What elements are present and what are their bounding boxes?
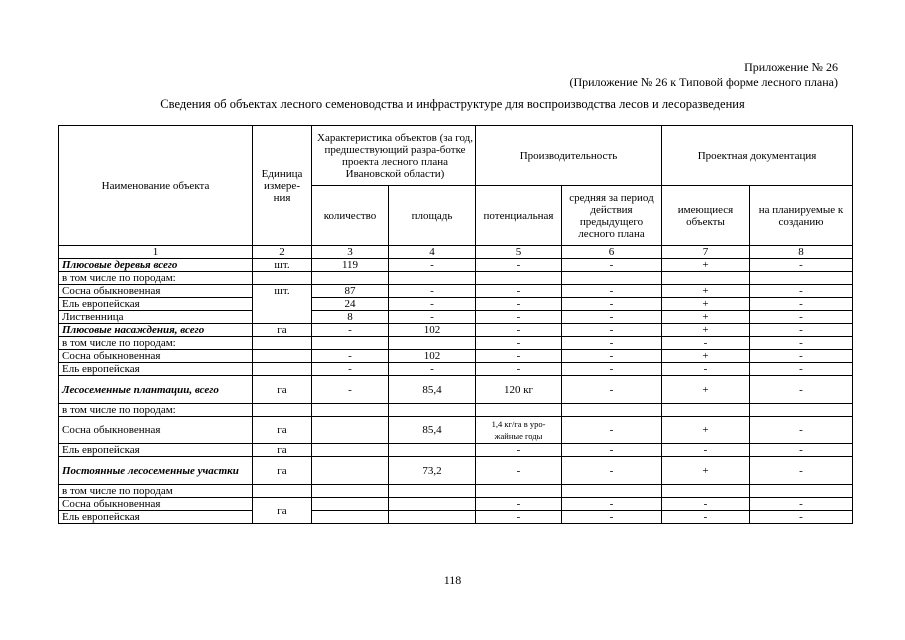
- cell-existing: +: [662, 376, 750, 404]
- table-row: [59, 404, 853, 417]
- row-name: Ель европейская: [59, 511, 253, 524]
- row-name: Ель европейская: [59, 363, 253, 376]
- column-number: 5: [476, 246, 562, 259]
- cell-potential: -: [476, 285, 562, 298]
- cell-average: -: [562, 457, 662, 485]
- header-characteristics: Характеристика объектов (за год, предшествующий разра-ботке проекта лесного плана Ивановской области): [312, 126, 476, 186]
- cell-potential: 1,4 кг/га в уро-жайные годы: [476, 417, 562, 444]
- cell-potential: -: [476, 498, 562, 511]
- table-row: [59, 311, 853, 324]
- cell-average: -: [562, 350, 662, 363]
- cell-average: -: [562, 417, 662, 444]
- cell-quantity: 119: [312, 259, 389, 272]
- table-row: [59, 444, 853, 457]
- cell-average: -: [562, 337, 662, 350]
- row-unit: га: [253, 498, 312, 524]
- table-row: [59, 272, 853, 285]
- table-row: [59, 324, 853, 337]
- cell-average: -: [562, 511, 662, 524]
- table-row: [59, 485, 853, 498]
- appendix-subtitle: (Приложение № 26 к Типовой форме лесного плана): [569, 75, 838, 89]
- cell-area: 85,4: [389, 417, 476, 444]
- header-unit: Единица измере-ния: [253, 126, 312, 246]
- row-name: Ель европейская: [59, 298, 253, 311]
- row-unit: га: [253, 324, 312, 337]
- cell-average: -: [562, 324, 662, 337]
- row-name: Сосна обыкновенная: [59, 417, 253, 444]
- cell-potential: -: [476, 259, 562, 272]
- document-title: Сведения об объектах лесного семеноводства и инфраструктуре для воспроизводства лесов и лесоразведения: [160, 97, 745, 111]
- cell-potential: -: [476, 444, 562, 457]
- cell-potential: -: [476, 311, 562, 324]
- cell-average: -: [562, 376, 662, 404]
- cell-existing: -: [662, 511, 750, 524]
- cell-quantity: -: [312, 376, 389, 404]
- header-quantity: количество: [312, 186, 389, 246]
- cell-average: -: [562, 363, 662, 376]
- cell-planned: -: [750, 444, 853, 457]
- cell-planned: -: [750, 259, 853, 272]
- table-row: [59, 511, 853, 524]
- data-table: [58, 125, 853, 524]
- cell-area: 102: [389, 350, 476, 363]
- row-name: в том числе по породам:: [59, 404, 253, 417]
- cell-average: -: [562, 311, 662, 324]
- table-row: [59, 337, 853, 350]
- cell-average: -: [562, 285, 662, 298]
- column-number: 2: [253, 246, 312, 259]
- row-unit: га: [253, 417, 312, 444]
- table-row: [59, 417, 853, 444]
- column-number: 7: [662, 246, 750, 259]
- cell-quantity: 87: [312, 285, 389, 298]
- cell-average: -: [562, 259, 662, 272]
- cell-planned: -: [750, 363, 853, 376]
- table-row: [59, 457, 853, 485]
- page-number: 118: [443, 573, 462, 587]
- cell-average: -: [562, 444, 662, 457]
- row-name: Сосна обыкновенная: [59, 498, 253, 511]
- row-name: в том числе по породам:: [59, 337, 253, 350]
- table-row: [59, 298, 853, 311]
- row-name: Лесосеменные плантации, всего: [59, 376, 253, 404]
- cell-area: -: [389, 311, 476, 324]
- cell-planned: -: [750, 457, 853, 485]
- column-number: 1: [59, 246, 253, 259]
- column-number: 8: [750, 246, 853, 259]
- row-name: Сосна обыкновенная: [59, 285, 253, 298]
- header-average: средняя за период действия предыдущего лесного плана: [562, 186, 662, 246]
- cell-potential: 120 кг: [476, 376, 562, 404]
- cell-planned: -: [750, 337, 853, 350]
- cell-planned: -: [750, 511, 853, 524]
- header-existing: имеющиеся объекты: [662, 186, 750, 246]
- cell-planned: -: [750, 324, 853, 337]
- cell-planned: -: [750, 298, 853, 311]
- cell-planned: -: [750, 285, 853, 298]
- cell-area: -: [389, 259, 476, 272]
- cell-potential: -: [476, 457, 562, 485]
- table-row: [59, 363, 853, 376]
- row-name: Ель европейская: [59, 444, 253, 457]
- cell-potential: -: [476, 337, 562, 350]
- cell-quantity: -: [312, 350, 389, 363]
- cell-potential: -: [476, 511, 562, 524]
- cell-existing: +: [662, 417, 750, 444]
- cell-planned: -: [750, 311, 853, 324]
- row-name: в том числе по породам: [59, 485, 253, 498]
- cell-quantity: 24: [312, 298, 389, 311]
- row-unit: шт.: [253, 285, 312, 324]
- cell-area: 102: [389, 324, 476, 337]
- cell-area: -: [389, 298, 476, 311]
- table-row: [59, 498, 853, 511]
- header-productivity: Производительность: [476, 126, 662, 186]
- column-number: 6: [562, 246, 662, 259]
- cell-average: -: [562, 498, 662, 511]
- header-name: Наименование объекта: [59, 126, 253, 246]
- row-name: Плюсовые деревья всего: [59, 259, 253, 272]
- cell-potential: -: [476, 350, 562, 363]
- column-numbers-row: [59, 246, 853, 259]
- row-unit: га: [253, 444, 312, 457]
- cell-average: -: [562, 298, 662, 311]
- cell-area: 85,4: [389, 376, 476, 404]
- row-name: Сосна обыкновенная: [59, 350, 253, 363]
- table-row: [59, 350, 853, 363]
- row-name: Постоянные лесосеменные участки: [59, 457, 253, 485]
- table-row: [59, 285, 853, 298]
- cell-planned: -: [750, 417, 853, 444]
- cell-quantity: 8: [312, 311, 389, 324]
- row-name: Плюсовые насаждения, всего: [59, 324, 253, 337]
- row-unit: га: [253, 376, 312, 404]
- row-name: в том числе по породам:: [59, 272, 253, 285]
- cell-planned: -: [750, 498, 853, 511]
- column-number: 3: [312, 246, 389, 259]
- cell-existing: +: [662, 311, 750, 324]
- cell-existing: -: [662, 444, 750, 457]
- cell-existing: +: [662, 298, 750, 311]
- table-row: [59, 376, 853, 404]
- cell-existing: -: [662, 363, 750, 376]
- cell-area: 73,2: [389, 457, 476, 485]
- cell-existing: +: [662, 259, 750, 272]
- cell-potential: -: [476, 298, 562, 311]
- cell-area: -: [389, 285, 476, 298]
- row-unit: га: [253, 457, 312, 485]
- row-name: Лиственница: [59, 311, 253, 324]
- cell-planned: -: [750, 376, 853, 404]
- row-unit: шт.: [253, 259, 312, 272]
- cell-planned: -: [750, 350, 853, 363]
- cell-area: -: [389, 363, 476, 376]
- cell-existing: -: [662, 498, 750, 511]
- cell-potential: -: [476, 363, 562, 376]
- table-row: [59, 259, 853, 272]
- cell-quantity: -: [312, 324, 389, 337]
- cell-existing: +: [662, 350, 750, 363]
- cell-potential: -: [476, 324, 562, 337]
- header-documentation: Проектная документация: [662, 126, 853, 186]
- cell-existing: +: [662, 285, 750, 298]
- cell-quantity: -: [312, 363, 389, 376]
- cell-existing: +: [662, 324, 750, 337]
- header-potential: потенциальная: [476, 186, 562, 246]
- header-area: площадь: [389, 186, 476, 246]
- header-planned: на планируемые к созданию: [750, 186, 853, 246]
- cell-existing: -: [662, 337, 750, 350]
- appendix-label: Приложение № 26: [744, 60, 838, 74]
- column-number: 4: [389, 246, 476, 259]
- cell-existing: +: [662, 457, 750, 485]
